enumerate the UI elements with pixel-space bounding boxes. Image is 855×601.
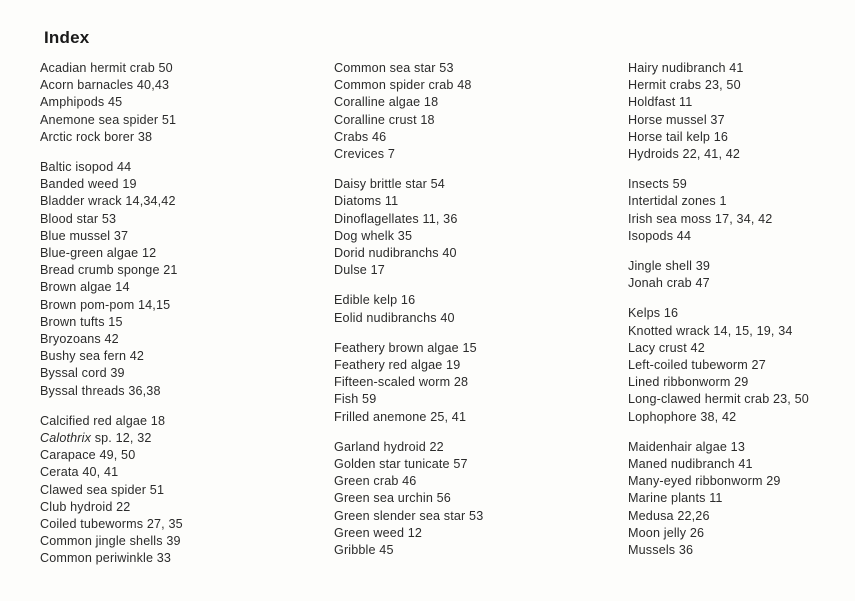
index-entry: Golden star tunicate 57 xyxy=(334,457,468,472)
index-group xyxy=(334,292,576,326)
index-group xyxy=(334,60,576,163)
index-entry: Feathery red algae 19 xyxy=(334,358,461,373)
index-entry: Moon jelly 26 xyxy=(628,525,705,540)
index-entry: Anemone sea spider 51 xyxy=(40,112,177,127)
index-entry: Blood star 53 xyxy=(40,211,117,226)
index-entry: Feathery brown algae 15 xyxy=(334,340,477,355)
index-group xyxy=(40,60,308,146)
index-entry: Lacy crust 42 xyxy=(628,340,705,355)
index-entry: Lophophore 38, 42 xyxy=(628,409,737,424)
page-title: Index xyxy=(44,28,90,47)
index-entry: Coralline crust 18 xyxy=(334,112,435,127)
index-entry: Dinoflagellates 11, 36 xyxy=(334,211,458,226)
index-entry: Bushy sea fern 42 xyxy=(40,349,145,364)
index-entry: Marine plants 11 xyxy=(628,491,723,506)
index-entry: Diatoms 11 xyxy=(334,194,399,209)
index-entry: Brown tufts 15 xyxy=(40,314,123,329)
index-entry: Hydroids 22, 41, 42 xyxy=(628,147,741,162)
index-group xyxy=(628,258,844,292)
index-entry: Dog whelk 35 xyxy=(334,228,413,243)
index-entry: Intertidal zones 1 xyxy=(628,194,727,209)
index-entry: Medusa 22,26 xyxy=(628,508,710,523)
index-entry: Knotted wrack 14, 15, 19, 34 xyxy=(628,323,793,338)
index-entry: Common jingle shells 39 xyxy=(40,534,181,549)
index-entry: Long-clawed hermit crab 23, 50 xyxy=(628,392,809,407)
index-entry: Jingle shell 39 xyxy=(628,259,711,274)
index-group xyxy=(334,176,576,279)
index-entry: Bladder wrack 14,34,42 xyxy=(40,194,176,209)
index-entry: Left-coiled tubeworm 27 xyxy=(628,358,766,373)
index-entry: Blue-green algae 12 xyxy=(40,246,157,261)
index-entry: Hairy nudibranch 41 xyxy=(628,61,744,75)
index-entry: Green weed 12 xyxy=(334,525,423,540)
index-entry: Banded weed 19 xyxy=(40,177,137,192)
index-entry: Garland hydroid 22 xyxy=(334,439,444,454)
index-entry: Brown pom-pom 14,15 xyxy=(40,297,171,312)
index-entry: Common sea star 53 xyxy=(334,61,454,75)
index-entry: Hermit crabs 23, 50 xyxy=(628,78,741,93)
index-entry: Maidenhair algae 13 xyxy=(628,439,745,454)
index-entry: Green crab 46 xyxy=(334,474,417,489)
index-entry: Insects 59 xyxy=(628,177,687,192)
index-entry: Acorn barnacles 40,43 xyxy=(40,78,170,93)
index-entry: Irish sea moss 17, 34, 42 xyxy=(628,211,773,226)
index-column-2 xyxy=(308,60,576,559)
index-entry: Carapace 49, 50 xyxy=(40,448,136,463)
index-entry: Lined ribbonworm 29 xyxy=(628,375,749,390)
index-group xyxy=(628,176,844,245)
index-entry: Common periwinkle 33 xyxy=(40,551,172,566)
index-entry: Many-eyed ribbonworm 29 xyxy=(628,474,781,489)
index-entry: Green slender sea star 53 xyxy=(334,508,484,523)
index-entry: Fish 59 xyxy=(334,392,377,407)
index-columns xyxy=(40,60,837,568)
index-entry: Fifteen-scaled worm 28 xyxy=(334,375,469,390)
index-entry: Horse tail kelp 16 xyxy=(628,129,729,144)
index-entry: Crabs 46 xyxy=(334,129,387,144)
index-entry: Eolid nudibranchs 40 xyxy=(334,310,455,325)
index-entry: Kelps 16 xyxy=(628,306,679,321)
index-group xyxy=(40,413,308,568)
index-entry: Holdfast 11 xyxy=(628,95,693,110)
index-entry: Arctic rock borer 38 xyxy=(40,129,153,144)
index-group xyxy=(334,439,576,559)
index-entry-italic: Calothrix sp. 12, 32 xyxy=(40,431,152,446)
index-entry: Jonah crab 47 xyxy=(628,276,710,291)
index-entry: Byssal cord 39 xyxy=(40,366,125,381)
index-entry: Amphipods 45 xyxy=(40,95,123,110)
index-entry: Brown algae 14 xyxy=(40,280,130,295)
index-group xyxy=(628,60,844,163)
index-entry: Blue mussel 37 xyxy=(40,228,129,243)
index-entry: Edible kelp 16 xyxy=(334,293,416,308)
index-entry: Crevices 7 xyxy=(334,147,395,162)
index-group xyxy=(334,340,576,426)
index-group xyxy=(40,159,308,400)
index-entry: Green sea urchin 56 xyxy=(334,491,451,506)
index-entry: Acadian hermit crab 50 xyxy=(40,61,173,75)
index-entry: Baltic isopod 44 xyxy=(40,160,132,175)
index-entry: Common spider crab 48 xyxy=(334,78,472,93)
index-entry: Mussels 36 xyxy=(628,543,694,558)
index-entry: Bryozoans 42 xyxy=(40,332,119,347)
index-entry: Club hydroid 22 xyxy=(40,499,131,514)
index-entry: Isopods 44 xyxy=(628,228,692,243)
index-entry: Coiled tubeworms 27, 35 xyxy=(40,517,183,532)
index-entry: Dorid nudibranchs 40 xyxy=(334,246,457,261)
index-entry: Bread crumb sponge 21 xyxy=(40,263,178,278)
index-entry: Coralline algae 18 xyxy=(334,95,439,110)
index-entry: Frilled anemone 25, 41 xyxy=(334,409,467,424)
index-entry: Calcified red algae 18 xyxy=(40,413,166,428)
index-entry: Gribble 45 xyxy=(334,543,394,558)
index-group xyxy=(628,439,844,559)
index-entry: Cerata 40, 41 xyxy=(40,465,119,480)
index-column-1 xyxy=(40,60,308,568)
index-entry: Daisy brittle star 54 xyxy=(334,177,445,192)
index-group xyxy=(628,305,844,425)
index-entry: Maned nudibranch 41 xyxy=(628,457,753,472)
index-entry: Byssal threads 36,38 xyxy=(40,383,161,398)
index-entry: Dulse 17 xyxy=(334,263,385,278)
index-column-3 xyxy=(576,60,844,559)
index-entry: Clawed sea spider 51 xyxy=(40,482,165,497)
index-entry: Horse mussel 37 xyxy=(628,112,725,127)
